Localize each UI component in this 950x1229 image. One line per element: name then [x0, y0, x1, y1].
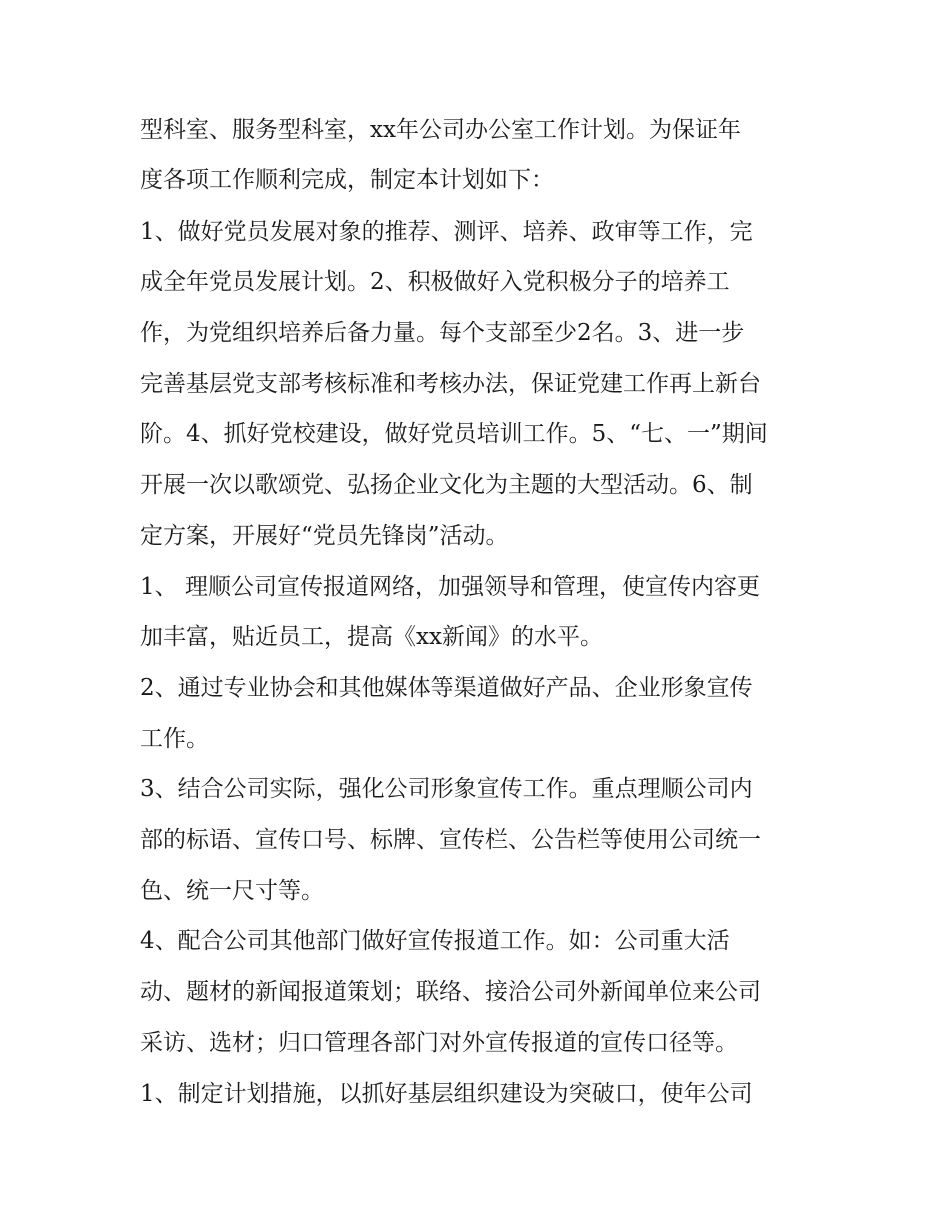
text-line: 色、统一尺寸等。 [140, 878, 324, 904]
text-line: 定方案，开展好“党员先锋岗”活动。 [140, 523, 509, 549]
text-line: 1、 理顺公司宣传报道网络，加强领导和管理，使宣传内容更 [140, 574, 760, 600]
text-line: 工作。 [140, 726, 209, 752]
text-line: 4、配合公司其他部门做好宣传报道工作。如：公司重大活 [140, 928, 730, 954]
text-line: 度各项工作顺利完成，制定本计划如下： [140, 167, 554, 193]
text-line: 3、结合公司实际，强化公司形象宣传工作。重点理顺公司内 [140, 776, 753, 802]
text-line: 动、题材的新闻报道策划；联络、接洽公司外新闻单位来公司 [140, 979, 761, 1005]
text-line: 完善基层党支部考核标准和考核办法，保证党建工作再上新台 [140, 371, 761, 397]
text-line: 开展一次以歌颂党、弘扬企业文化为主题的大型活动。6、制 [140, 472, 753, 498]
text-line: 1、做好党员发展对象的推荐、测评、培养、政审等工作，完 [140, 219, 753, 245]
text-line: 部的标语、宣传口号、标牌、宣传栏、公告栏等使用公司统一 [140, 827, 761, 853]
text-line: 阶。4、抓好党校建设，做好党员培训工作。5、“七、一”期间 [140, 421, 768, 447]
text-line: 2、通过专业协会和其他媒体等渠道做好产品、企业形象宣传 [140, 675, 753, 701]
text-line: 加丰富，贴近员工，提高《xx新闻》的水平。 [140, 624, 603, 650]
text-line: 型科室、服务型科室，xx年公司办公室工作计划。为保证年 [140, 117, 741, 143]
text-line: 采访、选材；归口管理各部门对外宣传报道的宣传口径等。 [140, 1030, 738, 1056]
text-line: 成全年党员发展计划。2、积极做好入党积极分子的培养工 [140, 269, 730, 295]
text-line: 作，为党组织培养后备力量。每个支部至少2名。3、进一步 [140, 320, 745, 346]
text-line: 1、制定计划措施，以抓好基层组织建设为突破口，使年公司 [140, 1081, 753, 1107]
